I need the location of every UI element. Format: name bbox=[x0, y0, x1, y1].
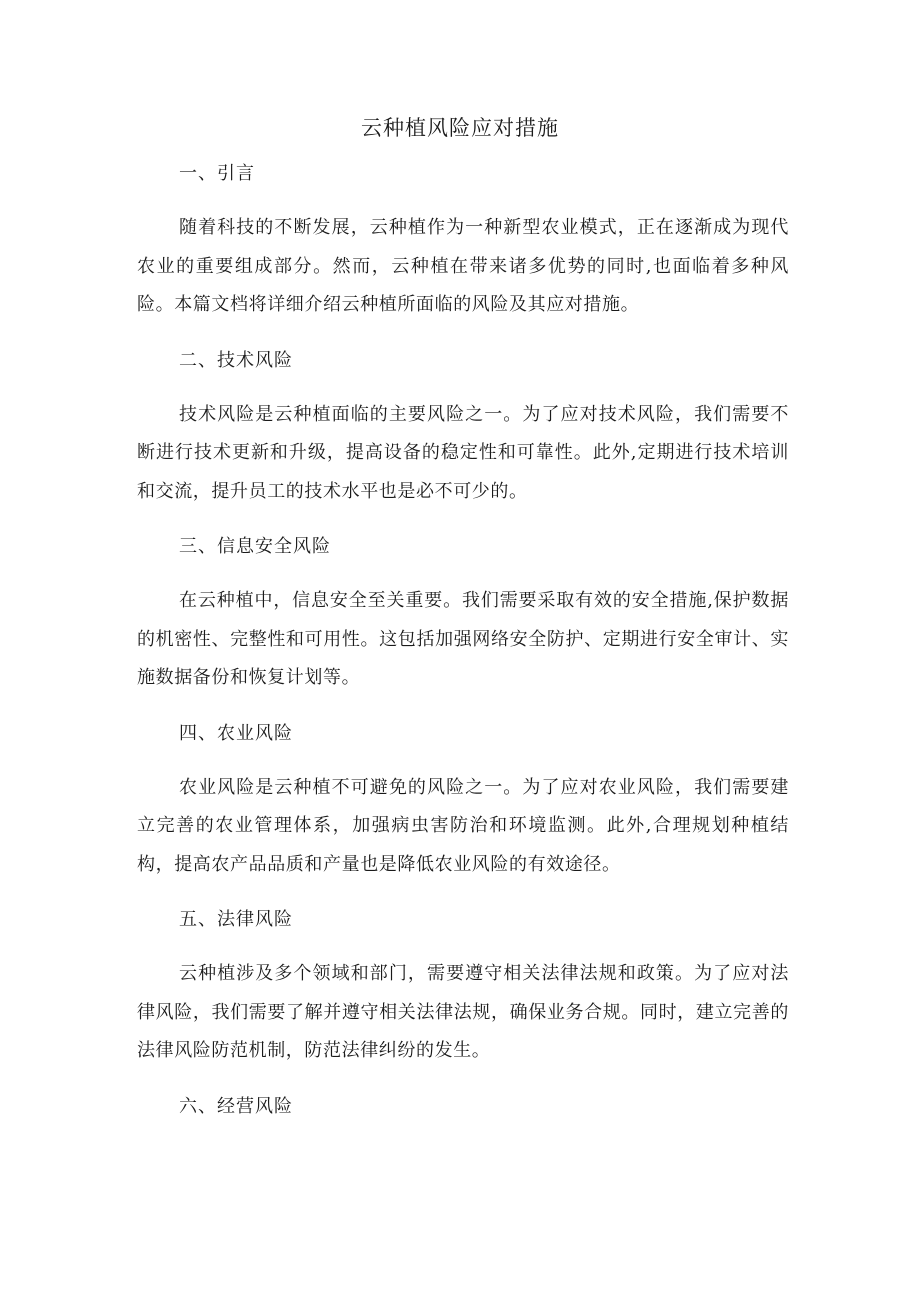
section-paragraph: 在云种植中，信息安全至关重要。我们需要采取有效的安全措施,保护数据的机密性、完整性和可用性。这包括加强网络安全防护、定期进行安全审计、实施数据备份和恢复计划等。 bbox=[137, 590, 789, 688]
section-heading: 六、经营风险 bbox=[179, 1095, 293, 1117]
section-paragraph: 技术风险是云种植面临的主要风险之一。为了应对技术风险，我们需要不断进行技术更新和升级，提高设备的稳定性和可靠性。此外,定期进行技术培训和交流，提升员工的技术水平也是必不可少的。 bbox=[137, 403, 789, 502]
section-heading: 四、农业风险 bbox=[179, 722, 293, 744]
section-legal-risk bbox=[137, 901, 789, 1088]
section-paragraph: 云种植涉及多个领域和部门，需要遵守相关法律法规和政策。为了应对法律风险，我们需要了解并遵守相关法律法规，确保业务合规。同时，建立完善的法律风险防范机制，防范法律纠纷的发生。 bbox=[137, 963, 789, 1061]
section-paragraph: 随着科技的不断发展，云种植作为一种新型农业模式，正在逐渐成为现代农业的重要组成部分。然而，云种植在带来诸多优势的同时,也面临着多种风险。本篇文档将详细介绍云种植所面临的风险及其应对措施。 bbox=[137, 217, 789, 315]
document-body bbox=[137, 155, 789, 1126]
section-paragraph: 农业风险是云种植不可避免的风险之一。为了应对农业风险，我们需要建立完善的农业管理体系，加强病虫害防治和环境监测。此外,合理规划种植结构，提高农产品品质和产量也是降低农业风险的有效途径。 bbox=[137, 776, 789, 875]
section-heading: 三、信息安全风险 bbox=[179, 536, 331, 557]
section-heading: 五、法律风险 bbox=[179, 909, 293, 930]
section-heading: 二、技术风险 bbox=[179, 349, 293, 371]
section-heading: 一、引言 bbox=[179, 163, 255, 184]
section-introduction bbox=[137, 155, 789, 342]
section-technical-risk bbox=[137, 342, 789, 529]
document-title: 云种植风险应对措施 bbox=[361, 116, 559, 140]
section-business-risk bbox=[137, 1088, 789, 1126]
section-information-security-risk bbox=[137, 528, 789, 715]
section-agricultural-risk bbox=[137, 715, 789, 902]
